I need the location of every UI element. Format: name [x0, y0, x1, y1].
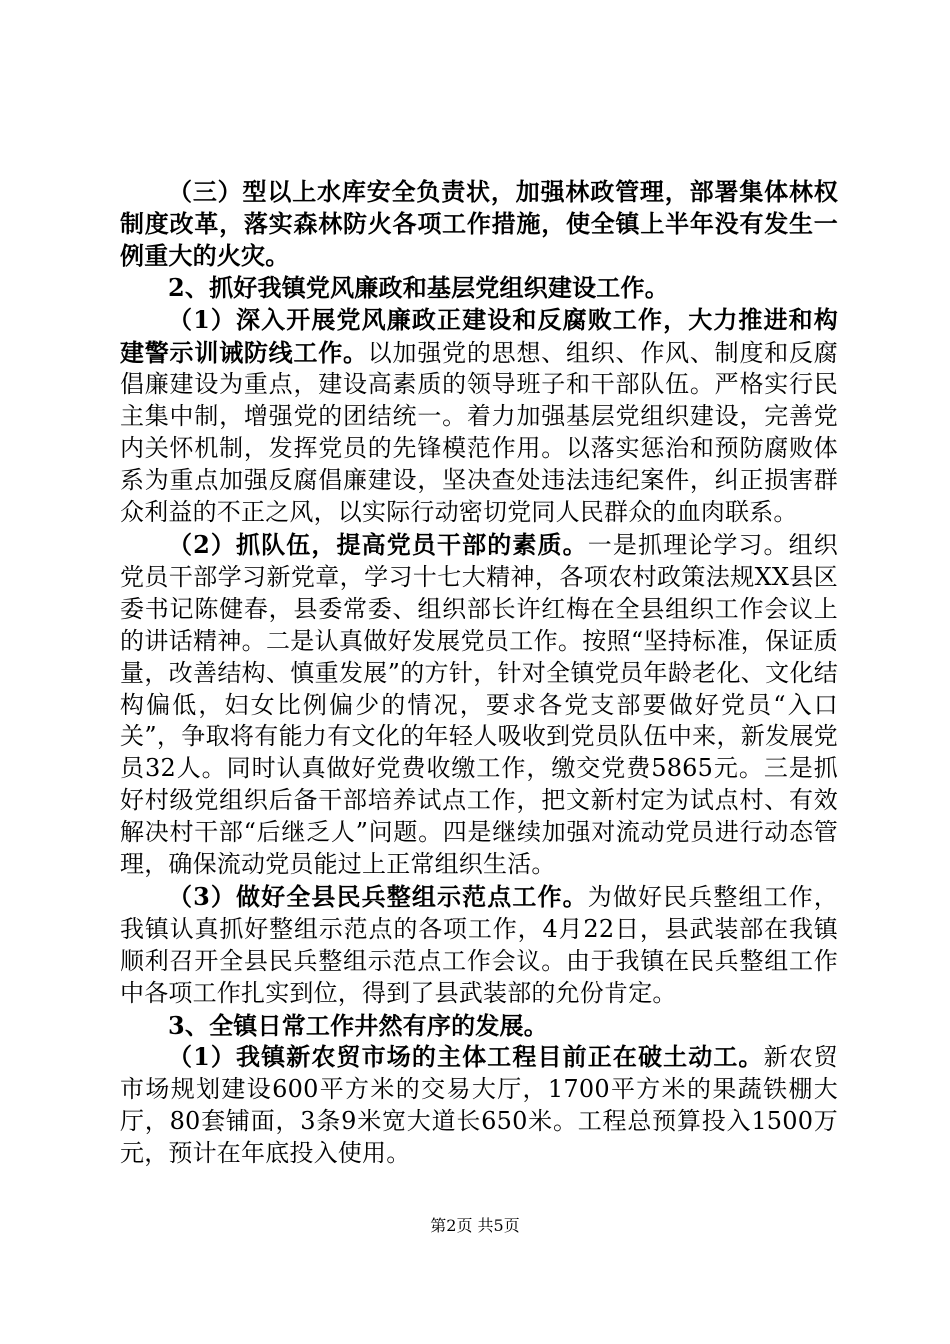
- paragraph-lead: （1）我镇新农贸市场的主体工程目前正在破土动工。: [168, 1042, 764, 1072]
- document-body: [120, 176, 838, 1170]
- paragraph-lead: （3）做好全县民兵整组示范点工作。: [168, 881, 588, 911]
- paragraph-militia: [120, 881, 838, 1010]
- paragraph-anti-corruption: [120, 304, 838, 529]
- paragraph-reservoir-forestry: [120, 176, 838, 272]
- page-number-footer: 第2页 共5页: [430, 1216, 520, 1235]
- heading-text: 2、抓好我镇党风廉政和基层党组织建设工作。: [168, 272, 669, 302]
- paragraph-body: 为做好民兵整组工作，我镇认真抓好整组示范点的各项工作，4月22日，县武装部在我镇顺利召开全县民兵整组示范点工作会议。由于我镇在民兵整组工作中各项工作扎实到位，得到了县武装部的允份肯定。: [120, 882, 838, 1007]
- paragraph-body: 新农贸市场规划建设600平方米的交易大厅，1700平方米的果蔬铁棚大厅，80套铺面，3条9米宽大道长650米。工程总预算投入1500万元，预计在年底投入使用。: [120, 1043, 839, 1168]
- paragraph-party-cadres: [120, 529, 838, 881]
- paragraph-body: 以加强党的思想、组织、作风、制度和反腐倡廉建设为重点，建设高素质的领导班子和干部队伍。严格实行民主集中制，增强党的团结统一。着力加强基层党组织建设，完善党内关怀机制，发挥党员的先锋模范作用。以落实惩治和预防腐败体系为重点加强反腐倡廉建设，坚决查处违法违纪案件，纠正损害群众利益的不正之风，以实际行动密切党同人民群众的血肉联系。: [120, 338, 838, 527]
- paragraph-farmers-market: [120, 1041, 838, 1170]
- paragraph-text: （三）型以上水库安全负责状，加强林政管理，部署集体林权制度改革，落实森林防火各项工作措施，使全镇上半年没有发生一例重大的火灾。: [120, 177, 838, 270]
- heading-text: 3、全镇日常工作井然有序的发展。: [168, 1010, 548, 1040]
- section-heading-3: [120, 1010, 838, 1042]
- paragraph-body: 一是抓理论学习。组织党员干部学习新党章，学习十七大精神，各项农村政策法规XX县区委书记陈健春，县委常委、组织部长许红梅在全县组织工作会议上的讲话精神。二是认真做好发展党员工作。按照“坚持标准，保证质量，改善结构、慎重发展”的方针，针对全镇党员年龄老化、文化结构偏低，妇女比例偏少的情况，要求各党支部要做好党员“入口关”，争取将有能力有文化的年轻人吸收到党员队伍中来，新发展党员32人。同时认真做好党费收缴工作，缴交党费5865元。三是抓好村级党组织后备干部培养试点工作，把文新村定为试点村、有效解决村干部“后继乏人”问题。四是继续加强对流动党员进行动态管理，确保流动党员能过上正常组织生活。: [120, 530, 838, 879]
- paragraph-lead: （1）深入开展党风廉政正建设和反腐败工作，大力推进和构建警示训诫防线工作。: [120, 304, 838, 367]
- paragraph-lead: （2）抓队伍，提高党员干部的素质。: [168, 529, 588, 559]
- section-heading-2: [120, 272, 838, 304]
